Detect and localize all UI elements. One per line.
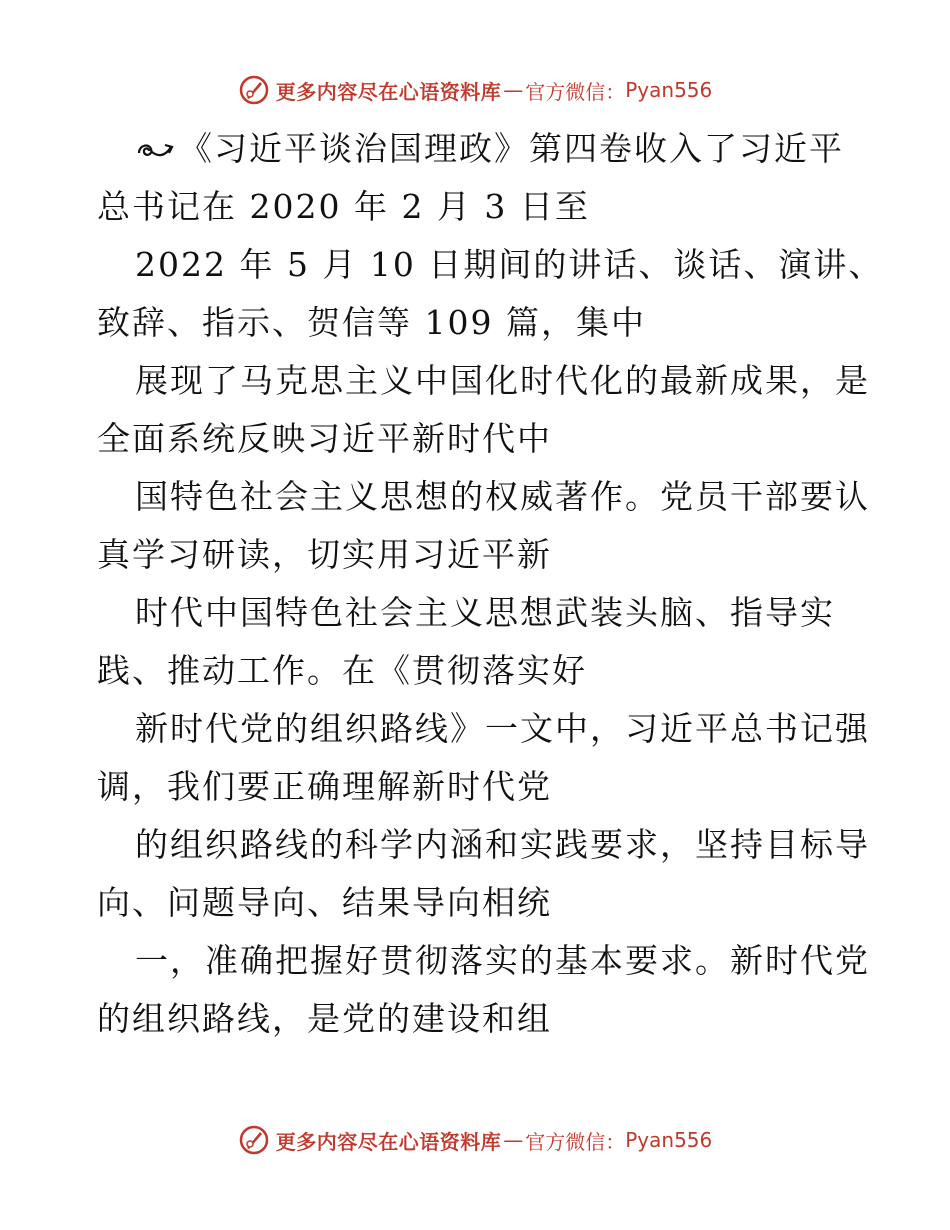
text-line: 国特色社会主义思想的权威著作。党员干部要认	[135, 477, 870, 516]
text-line: 向、问题导向、结果导向相统	[97, 883, 552, 922]
text-line: 致辞、指示、贺信等 109 篇，集中	[97, 303, 646, 342]
footer-dash: —	[503, 1128, 524, 1152]
text-line: 的组织路线，是党的建设和组	[97, 999, 552, 1038]
text-line: 全面系统反映习近平新时代中	[97, 419, 552, 458]
header-brand-text: 更多内容尽在心语资料库	[275, 79, 502, 104]
text-line: 新时代党的组织路线》一文中，习近平总书记强	[135, 709, 870, 748]
header-watermark	[0, 70, 950, 110]
text-line: 《习近平谈治国理政》第四卷收入了习近平	[97, 120, 857, 178]
footer-watermark	[0, 1120, 950, 1160]
header-wechat-id: Pyan556	[625, 78, 713, 102]
document-body	[97, 120, 884, 1048]
footer-wechat-label: 官方微信：	[525, 1129, 626, 1154]
text-line: 的组织路线的科学内涵和实践要求，坚持目标导	[135, 825, 870, 864]
text-line: 展现了马克思主义中国化时代化的最新成果，是	[135, 361, 870, 400]
text-line: 总书记在 2020 年 2 月 3 日至	[97, 187, 590, 226]
header-wechat-label: 官方微信：	[525, 79, 626, 104]
footer-wechat-id: Pyan556	[625, 1128, 713, 1152]
text-line: 调，我们要正确理解新时代党	[97, 767, 552, 806]
quill-seal-icon	[238, 74, 270, 106]
footer-brand-text: 更多内容尽在心语资料库	[275, 1129, 502, 1154]
text-line: 真学习研读，切实用习近平新	[97, 535, 552, 574]
text-line: 时代中国特色社会主义思想武装头脑、指导实	[135, 593, 835, 632]
text-line: 践、推动工作。在《贯彻落实好	[97, 651, 587, 690]
swirl-bullet-icon	[135, 137, 177, 163]
quill-seal-icon	[238, 1124, 270, 1156]
text-line: 一，准确把握好贯彻落实的基本要求。新时代党	[135, 941, 870, 980]
text-line: 2022 年 5 月 10 日期间的讲话、谈话、演讲、	[135, 245, 884, 284]
header-dash: —	[503, 78, 524, 102]
